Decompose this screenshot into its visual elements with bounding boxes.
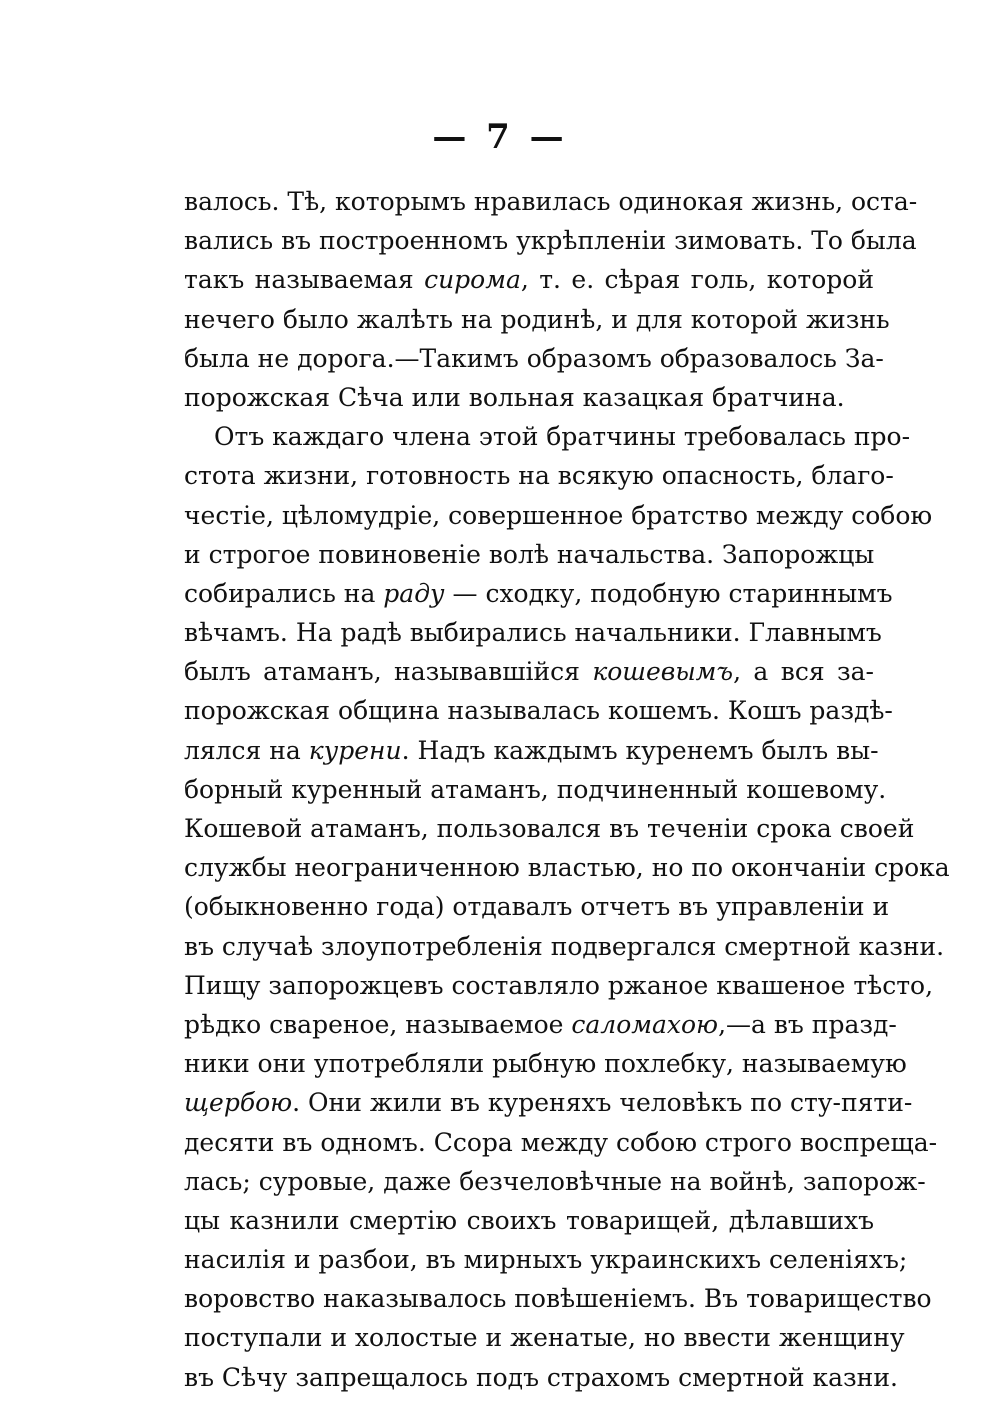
text-segment: , а вся за- — [733, 657, 874, 687]
text-line: борный куренный атаманъ, подчиненный кошевому. — [184, 774, 887, 804]
text-line: стота жизни, готовность на всякую опасность, благо- — [184, 461, 894, 491]
italic-term: саломахою — [571, 1009, 719, 1039]
text-segment: собирались на — [184, 578, 384, 608]
text-line: воровство наказывалось повѣшеніемъ. Въ товарищество — [184, 1284, 932, 1314]
text-line: была не дорога.—Такимъ образомъ образовалось За- — [184, 343, 884, 373]
text-segment: . Надъ каждымъ куренемъ былъ вы- — [401, 735, 879, 765]
text-line: десяти въ одномъ. Ссора между собою строго воспреща- — [184, 1127, 938, 1157]
text-line: вались въ построенномъ укрѣпленіи зимовать. То была — [184, 226, 917, 256]
text-line: честіе, цѣломудріе, совершенное братство между собою — [184, 500, 933, 530]
text-line: лась; суровые, даже безчеловѣчные на войнѣ, запорож- — [184, 1166, 926, 1196]
text-segment: такъ называемая — [184, 265, 425, 295]
text-line: и строгое повиновеніе волѣ начальства. Запорожцы — [184, 539, 875, 569]
text-line — [184, 1005, 897, 1044]
text-line — [184, 731, 879, 770]
page-number: — 7 — — [432, 117, 568, 157]
italic-term: сирома — [424, 265, 521, 295]
text-segment: — сходку, подобную стариннымъ — [444, 578, 893, 608]
text-line: Кошевой атаманъ, пользовался въ теченіи срока своей — [184, 814, 915, 843]
text-line — [184, 260, 874, 299]
text-line: порожская община называлась кошемъ. Кошъ раздѣ- — [184, 696, 893, 726]
text-line: (обыкновенно года) отдавалъ отчетъ въ управленіи и — [184, 892, 890, 922]
italic-term: раду — [383, 578, 445, 608]
text-line: валось. Тѣ, которымъ нравилась одинокая жизнь, оста- — [184, 187, 918, 216]
text-segment: рѣдко свареное, называемое — [184, 1009, 572, 1039]
text-segment: лялся на — [184, 735, 309, 765]
text-line: въ Сѣчу запрещалось подъ страхомъ смертной казни. — [184, 1362, 898, 1392]
text-line: въ случаѣ злоупотребленія подвергался смертной казни. — [184, 931, 945, 961]
text-line: Отъ каждаго члена этой братчины требовалась про- — [214, 422, 911, 452]
text-line: порожская Сѣча или вольная казацкая братчина. — [184, 382, 845, 412]
text-line: нечего было жалѣть на родинѣ, и для которой жизнь — [184, 304, 890, 334]
text-segment: ,—а въ празд- — [718, 1009, 897, 1039]
text-line: ники они употребляли рыбную похлебку, называемую — [184, 1049, 907, 1079]
italic-term: курени — [308, 735, 402, 765]
text-segment: , т. е. сѣрая голь, которой — [520, 265, 874, 295]
text-line: цы казнили смертію своихъ товарищей, дѣлавшихъ — [184, 1205, 874, 1235]
text-line — [184, 1083, 913, 1122]
body-text — [184, 182, 950, 1397]
text-line: Пищу запорожцевъ составляло ржаное квашеное тѣсто, — [184, 970, 934, 1000]
text-line — [184, 652, 874, 691]
italic-term: щербою — [184, 1088, 293, 1118]
text-line: насилія и разбои, въ мирныхъ украинскихъ селеніяхъ; — [184, 1245, 908, 1275]
italic-term: кошевымъ — [592, 657, 734, 687]
text-segment: былъ атаманъ, называвшійся — [184, 657, 593, 687]
text-line: поступали и холостые и женатые, но ввести женщину — [184, 1323, 905, 1353]
text-segment: . Они жили въ куреняхъ человѣкъ по сту-пяти- — [292, 1088, 913, 1118]
text-line — [184, 574, 893, 613]
text-line: вѣчамъ. На радѣ выбирались начальники. Главнымъ — [184, 618, 882, 648]
text-line: службы неограниченною властью, но по окончаніи срока — [184, 853, 950, 883]
